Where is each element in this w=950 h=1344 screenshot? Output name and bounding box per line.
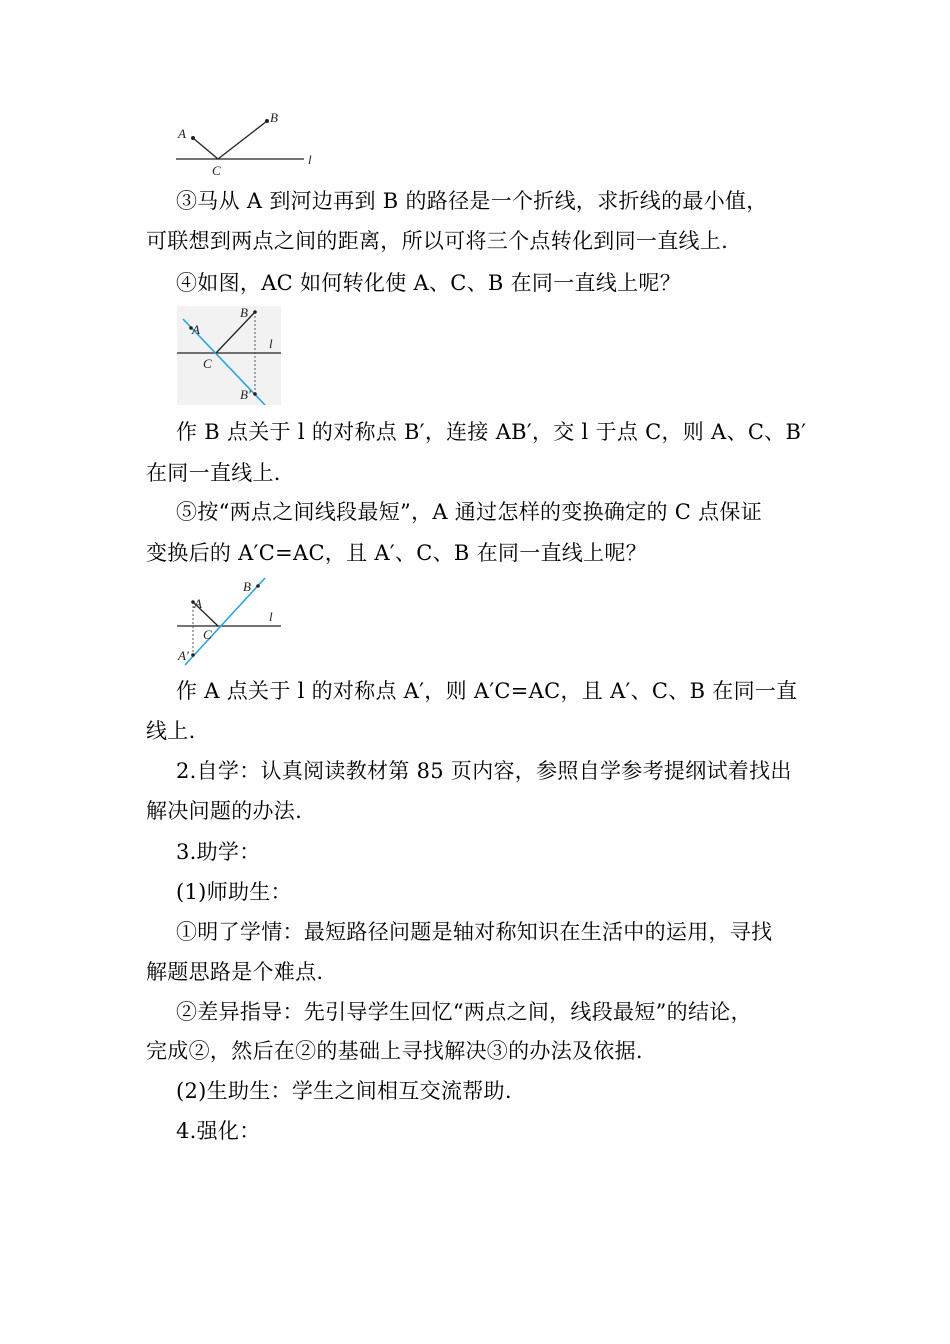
section-3-1-heading: (1)师助生： [176,880,292,904]
paragraph-3-line-2: 可联想到两点之间的距离，所以可将三个点转化到同一直线上. [146,229,729,253]
section-4-heading: 4.强化： [176,1119,261,1143]
point-b [256,584,260,588]
point-b [253,310,257,314]
paragraph-5-answer-line-2: 线上. [146,719,196,743]
segment-cb [216,312,255,353]
segment-ac [193,138,218,159]
paragraph-5-line-2: 变换后的 A′C=AC，且 A′、C、B 在同一直线上呢？ [146,541,647,565]
label-a: A [178,126,186,141]
section-3-heading: 3.助学： [176,840,261,864]
point-b-prime [253,392,257,396]
figure-1-river-path [170,108,330,180]
paragraph-4: ④如图，AC 如何转化使 A、C、B 在同一直线上呢？ [176,271,682,295]
section-3-1a-line-1: ①明了学情：最短路径问题是轴对称知识在生活中的运用，寻找 [176,920,773,944]
paragraph-4-answer-line-2: 在同一直线上. [146,461,281,485]
label-b-prime: B′ [240,387,251,402]
label-a: A [194,596,202,611]
label-l: l [269,336,273,351]
paragraph-5-answer-line-1: 作 A 点关于 l 的对称点 A′，则 A′C=AC，且 A′、C、B 在同一直 [176,679,798,703]
label-c: C [203,356,212,371]
label-l: l [269,609,273,624]
section-2-line-2: 解决问题的办法. [146,799,303,823]
line-a-prime-b [185,578,265,665]
label-c: C [203,627,212,642]
paragraph-3-line-1: ③马从 A 到河边再到 B 的路径是一个折线，求折线的最小值， [176,189,768,213]
label-b: B [240,306,248,320]
label-b: B [270,110,278,125]
figure-2-reflect-b [177,306,281,405]
section-2-line-1: 2.自学：认真阅读教材第 85 页内容，参照自学参考提纲试着找出 [176,759,792,783]
paragraph-5-line-1: ⑤按“两点之间线段最短”，A 通过怎样的变换确定的 C 点保证 [176,500,763,524]
label-l: l [308,152,312,167]
section-3-1b-line-1: ②差异指导：先引导学生回忆“两点之间，线段最短”的结论， [176,1000,752,1024]
section-3-1b-line-2: 完成②，然后在②的基础上寻找解决③的办法及依据. [146,1039,643,1063]
label-c: C [212,163,221,178]
section-3-1a-line-2: 解题思路是个难点. [146,960,324,984]
section-3-2: (2)生助生：学生之间相互交流帮助. [176,1079,512,1103]
label-b: B [243,579,251,594]
label-a: A [192,322,200,337]
point-a-prime [191,653,195,657]
figure-3-reflect-a [175,577,285,667]
point-a [191,136,195,140]
label-a-prime: A′ [178,648,189,663]
segment-cb [218,121,267,159]
paragraph-4-answer-line-1: 作 B 点关于 l 的对称点 B′，连接 AB′，交 l 于点 C，则 A、C、B′ [176,420,807,444]
point-b [265,119,269,123]
